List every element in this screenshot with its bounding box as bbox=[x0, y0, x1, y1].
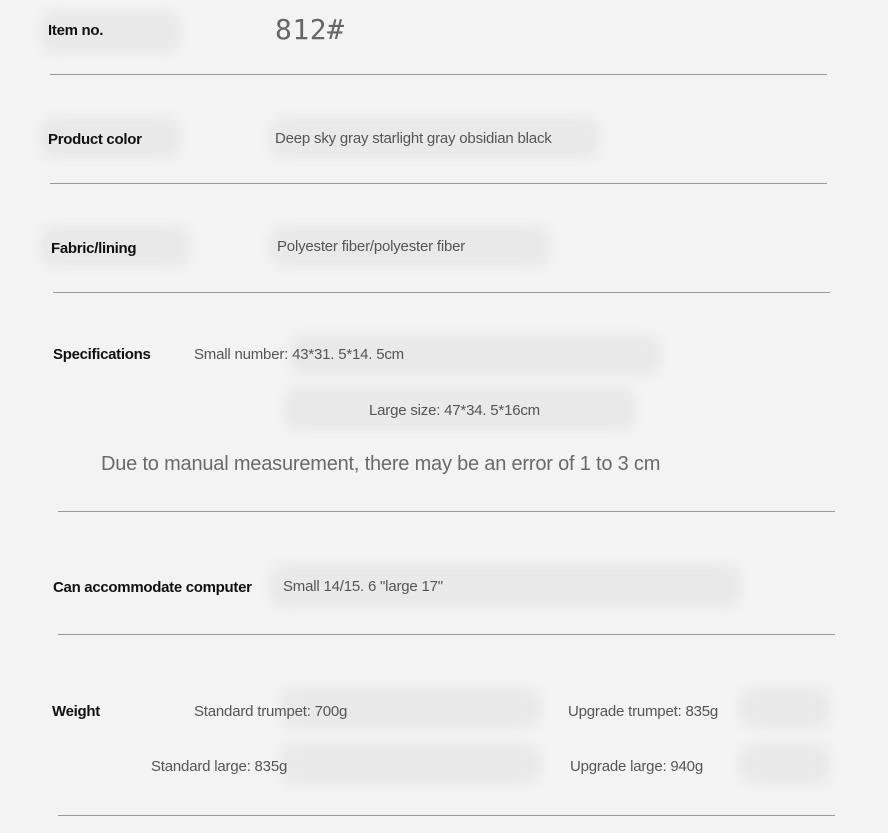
divider bbox=[50, 183, 827, 184]
standard-trumpet-value: Standard trumpet: 700g bbox=[194, 703, 348, 720]
spec-small-value: Small number: 43*31. 5*14. 5cm bbox=[194, 346, 404, 363]
smudge bbox=[280, 744, 540, 784]
divider bbox=[58, 511, 835, 512]
measurement-note: Due to manual measurement, there may be an error of 1 to 3 cm bbox=[101, 453, 661, 475]
divider bbox=[50, 74, 827, 75]
fabric-lining-label: Fabric/lining bbox=[51, 240, 137, 257]
fabric-lining-value: Polyester fiber/polyester fiber bbox=[277, 238, 466, 255]
computer-value: Small 14/15. 6 "large 17" bbox=[283, 578, 443, 595]
divider bbox=[53, 292, 830, 293]
specifications-label: Specifications bbox=[53, 346, 151, 363]
upgrade-trumpet-value: Upgrade trumpet: 835g bbox=[568, 703, 719, 720]
item-no-value: 812# bbox=[275, 13, 345, 46]
item-no-label: Item no. bbox=[48, 22, 104, 39]
divider bbox=[58, 815, 835, 816]
product-color-value: Deep sky gray starlight gray obsidian black bbox=[275, 130, 552, 147]
divider bbox=[58, 634, 835, 635]
computer-label: Can accommodate computer bbox=[53, 579, 252, 596]
standard-large-value: Standard large: 835g bbox=[151, 758, 288, 775]
smudge bbox=[740, 744, 830, 784]
product-color-label: Product color bbox=[48, 131, 142, 148]
weight-label: Weight bbox=[52, 703, 100, 720]
upgrade-large-value: Upgrade large: 940g bbox=[570, 758, 703, 775]
smudge bbox=[740, 688, 830, 728]
spec-large-value: Large size: 47*34. 5*16cm bbox=[369, 402, 540, 419]
